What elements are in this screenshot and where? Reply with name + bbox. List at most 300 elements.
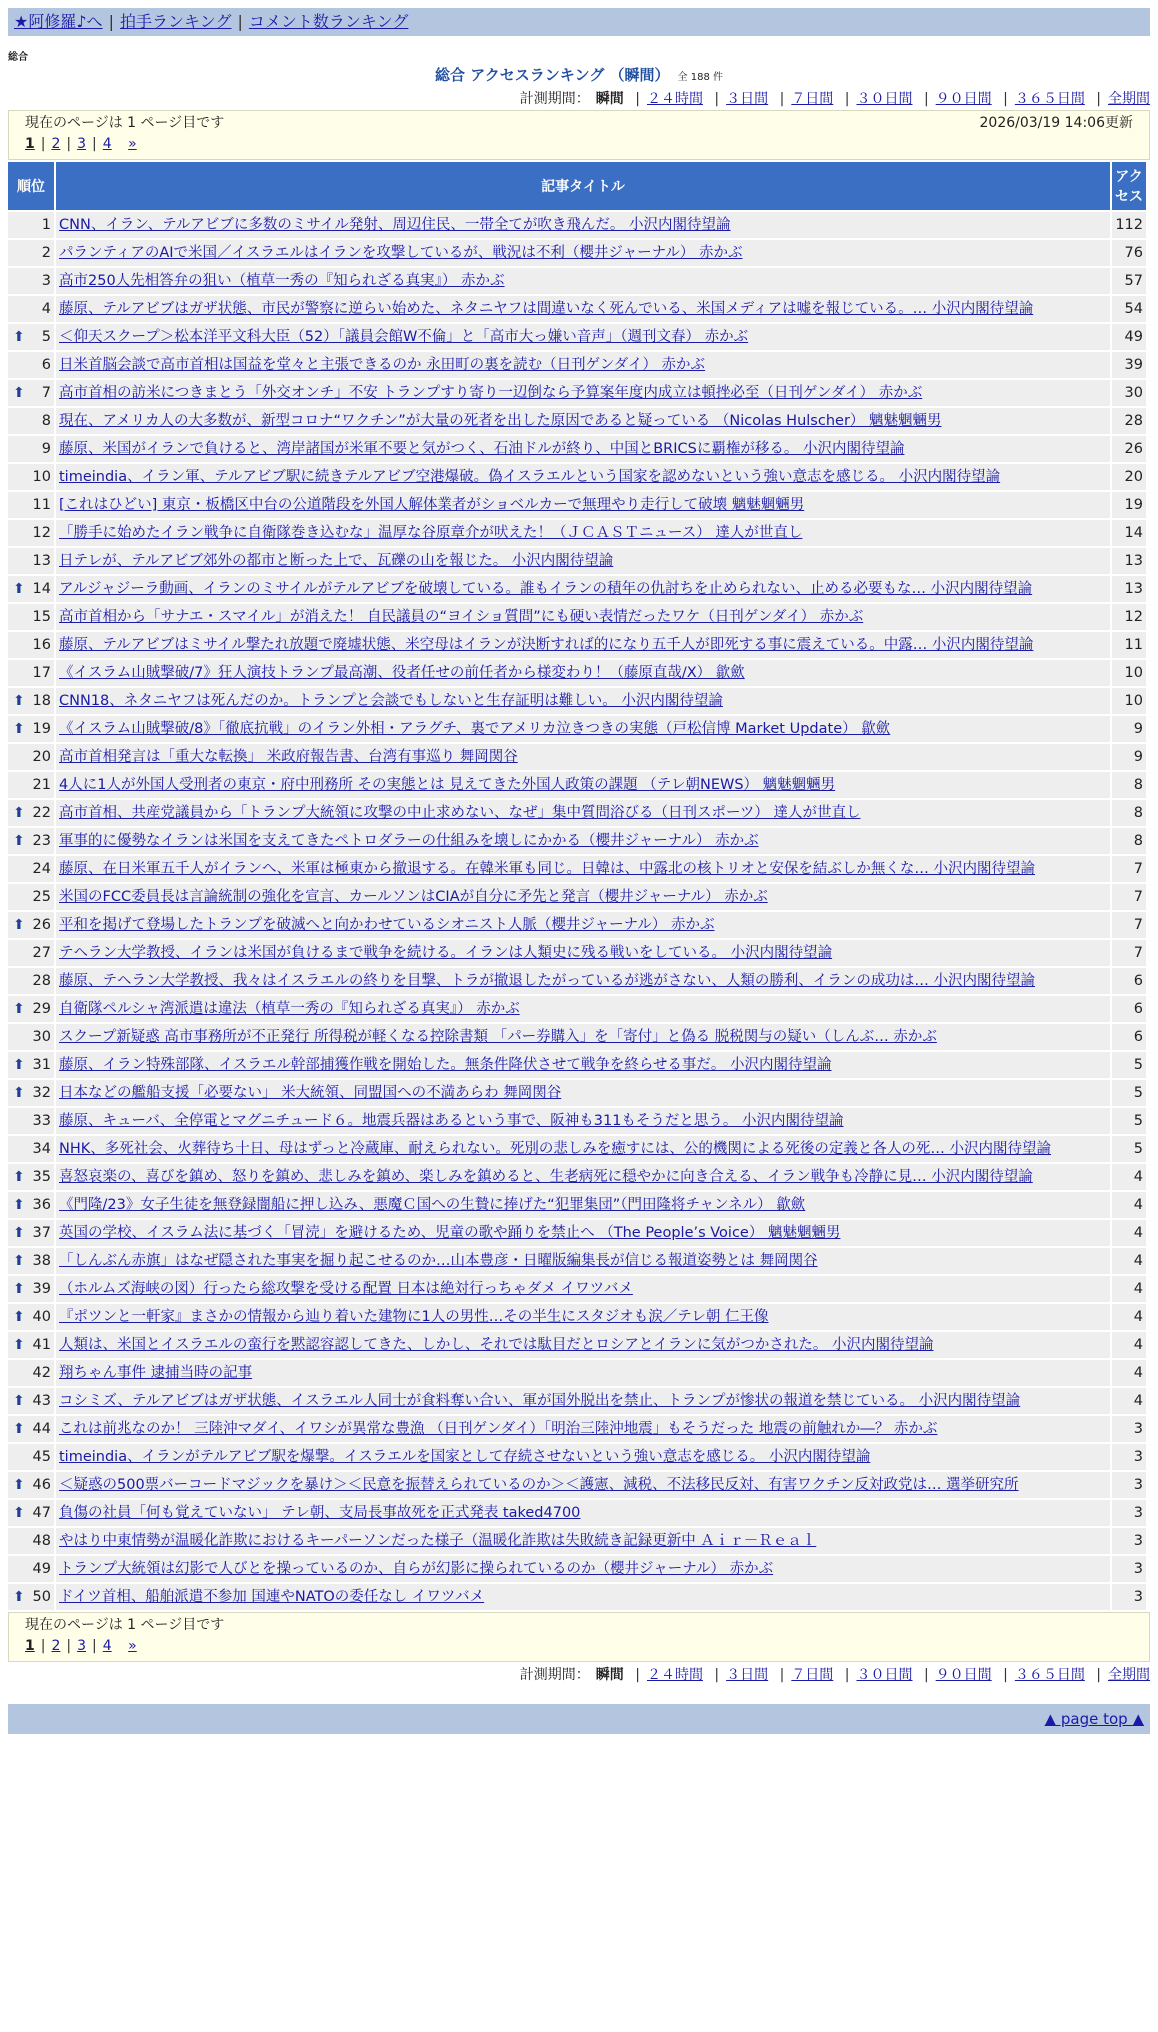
rank-cell: [8, 548, 54, 574]
pager-next-link[interactable]: »: [128, 136, 137, 152]
rank-cell: [8, 1416, 54, 1442]
access-count: 4: [1112, 1388, 1146, 1414]
title-cell: [56, 268, 1110, 294]
up-arrow-icon: ⬆: [13, 385, 25, 401]
access-count: 3: [1112, 1584, 1146, 1610]
rank-number: 22: [32, 805, 51, 821]
table-row: [8, 1248, 1146, 1274]
ranking-table-body: [8, 212, 1146, 1610]
article-title-link[interactable]: 軍事的に優勢なイランは米国を支えてきたペトロダラーの仕組みを壊しにかかる（櫻井ジャーナル） 赤かぶ: [59, 833, 759, 849]
title-cell: [56, 856, 1110, 882]
title-cell: [56, 1276, 1110, 1302]
period-link-365d[interactable]: ３６５日間: [1014, 1667, 1085, 1683]
title-cell: [56, 296, 1110, 322]
article-title-link[interactable]: 藤原、テルアビブはガザ状態、市民が警察に逆らい始めた、ネタニヤフは間違いなく死んでいる、米国メディアは嘘を報じている。… 小沢内閣待望論: [59, 301, 1034, 317]
title-cell: [56, 1164, 1110, 1190]
access-count: 4: [1112, 1332, 1146, 1358]
article-title-link[interactable]: 米国のFCC委員長は言論統制の強化を宣言、カールソンはCIAが自分に矛先と発言（櫻井ジャーナル） 赤かぶ: [59, 889, 768, 905]
table-row: [8, 408, 1146, 434]
up-arrow-icon: ⬆: [13, 1393, 25, 1409]
rank-number: 2: [41, 245, 51, 261]
pager-top: 現在のページは 1 ページ目です 2026/03/19 14:06更新 1 | 2 | 3 | 4 »: [8, 110, 1150, 160]
rank-number: 37: [32, 1225, 51, 1241]
up-arrow-icon: ⬆: [13, 1589, 25, 1605]
article-title-link[interactable]: CNN、イラン、テルアビブに多数のミサイル発射、周辺住民、一帯全てが吹き飛んだ。 小沢内閣待望論: [59, 217, 731, 233]
rank-number: 42: [32, 1365, 51, 1381]
article-title-link[interactable]: 現在、アメリカ人の大多数が、新型コロナ“ワクチン”が大量の死者を出した原因であると疑っている （Nicolas Hulscher） 魑魅魍魎男: [59, 413, 942, 429]
rank-cell: [8, 1220, 54, 1246]
rank-cell: [8, 240, 54, 266]
article-title-link[interactable]: 高市首相の訪米につきまとう「外交オンチ」不安 トランプすり寄り一辺倒なら予算案年度内成立は頓挫必至（日刊ゲンダイ） 赤かぶ: [59, 385, 923, 401]
up-arrow-icon: ⬆: [13, 833, 25, 849]
access-count: 14: [1112, 520, 1146, 546]
rank-cell: [8, 576, 54, 602]
table-row: [8, 296, 1146, 322]
article-title-link[interactable]: 負傷の社員「何も覚えていない」 テレ朝、支局長事故死を正式発表 taked4700: [59, 1505, 581, 1521]
article-title-link[interactable]: 《門隆/23》女子生徒を無登録闇船に押し込み、悪魔Ｃ国への生贄に捧げた“犯罪集団”（門田隆将チャンネル） 歙歛: [59, 1197, 806, 1213]
rank-cell: [8, 632, 54, 658]
period-link-3d[interactable]: ３日間: [726, 91, 769, 107]
article-title-link[interactable]: 平和を掲げて登場したトランプを破滅へと向かわせているシオニスト人脈（櫻井ジャーナル） 赤かぶ: [59, 917, 715, 933]
period-link-all[interactable]: 全期間: [1108, 1667, 1150, 1683]
article-title-link[interactable]: 藤原、テヘラン大学教授、我々はイスラエルの終りを目撃、トラが撤退したがっているが逃がさない、人類の勝利、イランの成功は… 小沢内閣待望論: [59, 973, 1035, 989]
article-title-link[interactable]: 高市首相発言は「重大な転換」 米政府報告書、台湾有事巡り 舞岡関谷: [59, 749, 518, 765]
rank-cell: [8, 1164, 54, 1190]
rank-number: 44: [32, 1421, 51, 1437]
article-title-link[interactable]: NHK、多死社会、火葬待ち十日、母はずっと冷蔵庫、耐えられない。死別の悲しみを癒すには、公的機関による死後の定義と各人の死… 小沢内閣待望論: [59, 1141, 1051, 1157]
title-cell: [56, 1080, 1110, 1106]
title-cell: [56, 1360, 1110, 1386]
rank-number: 28: [32, 973, 51, 989]
table-row: [8, 492, 1146, 518]
title-cell: [56, 912, 1110, 938]
title-cell: [56, 1248, 1110, 1274]
table-row: [8, 268, 1146, 294]
title-cell: [56, 380, 1110, 406]
table-row: [8, 1192, 1146, 1218]
rank-cell: [8, 1192, 54, 1218]
article-title-link[interactable]: これは前兆なのか！ 三陸沖マダイ、イワシが異常な豊漁 （日刊ゲンダイ）「明治三陸沖地震」もそうだった 地震の前触れか―？ 赤かぶ: [59, 1421, 938, 1437]
up-arrow-icon: ⬆: [13, 1281, 25, 1297]
access-count: 3: [1112, 1472, 1146, 1498]
table-row: [8, 352, 1146, 378]
article-title-link[interactable]: 日本などの艦船支援「必要ない」 米大統領、同盟国への不満あらわ 舞岡関谷: [59, 1085, 562, 1101]
title-cell: [56, 240, 1110, 266]
up-arrow-icon: ⬆: [13, 1477, 25, 1493]
up-arrow-icon: ⬆: [13, 1197, 25, 1213]
access-count: 57: [1112, 268, 1146, 294]
rank-number: 33: [32, 1113, 51, 1129]
rank-number: 10: [32, 469, 51, 485]
nav-link-ashura[interactable]: ★阿修羅♪へ: [14, 12, 103, 31]
table-row: [8, 212, 1146, 238]
table-row: [8, 772, 1146, 798]
access-count: 8: [1112, 800, 1146, 826]
title-cell: [56, 884, 1110, 910]
table-row: [8, 1444, 1146, 1470]
up-arrow-icon: ⬆: [13, 693, 25, 709]
rank-number: 38: [32, 1253, 51, 1269]
rank-number: 7: [41, 385, 51, 401]
rank-number: 48: [32, 1533, 51, 1549]
section-label: 総合: [8, 52, 28, 63]
rank-number: 11: [32, 497, 51, 513]
title-cell: [56, 772, 1110, 798]
article-title-link[interactable]: 日テレが、テルアビブ郊外の都市と断った上で、瓦礫の山を報じた。 小沢内閣待望論: [59, 553, 614, 569]
title-cell: [56, 632, 1110, 658]
table-row: [8, 1080, 1146, 1106]
table-row: [8, 1416, 1146, 1442]
article-title-link[interactable]: 藤原、キューバ、全停電とマグニチュード６。地震兵器はあるという事で、阪神も311もそうだと思う。 小沢内閣待望論: [59, 1113, 844, 1129]
table-row: [8, 1108, 1146, 1134]
title-cell: [56, 1528, 1110, 1554]
rank-cell: [8, 408, 54, 434]
rank-cell: [8, 1108, 54, 1134]
rank-cell: [8, 268, 54, 294]
table-row: [8, 1360, 1146, 1386]
table-row: [8, 884, 1146, 910]
rank-number: 13: [32, 553, 51, 569]
rank-cell: [8, 744, 54, 770]
article-title-link[interactable]: ドイツ首相、船舶派遣不参加 国連やNATOの委任なし イワツバメ: [59, 1589, 485, 1605]
period-link-24h[interactable]: ２４時間: [646, 91, 703, 107]
ranking-table: [6, 160, 1148, 1612]
rank-number: 30: [32, 1029, 51, 1045]
table-row: [8, 1276, 1146, 1302]
table-row: [8, 940, 1146, 966]
rank-cell: [8, 940, 54, 966]
rank-number: 47: [32, 1505, 51, 1521]
period-selector-top: 計測期間： 瞬間 | ２４時間 | ３日間 | ７日間 | ３０日間 | ９０日間 | ３６５日間 | 全期間: [519, 91, 1150, 107]
period-link-3d[interactable]: ３日間: [726, 1667, 769, 1683]
period-link-30d[interactable]: ３０日間: [856, 1667, 913, 1683]
period-link-7d[interactable]: ７日間: [791, 1667, 834, 1683]
table-row: [8, 464, 1146, 490]
table-row: [8, 1052, 1146, 1078]
period-current: 瞬間: [595, 1667, 624, 1683]
period-link-24h[interactable]: ２４時間: [646, 1667, 703, 1683]
article-title-link[interactable]: ＜仰天スクープ＞松本洋平文科大臣（52）「議員会館W不倫」と「高市大っ嫌い音声」（週刊文春） 赤かぶ: [59, 329, 749, 345]
article-title-link[interactable]: （ホルムズ海峡の図）行ったら総攻撃を受ける配置 日本は絶対行っちゃダメ イワツバメ: [59, 1281, 633, 1297]
title-cell: [56, 492, 1110, 518]
access-count: 4: [1112, 1276, 1146, 1302]
access-count: 28: [1112, 408, 1146, 434]
period-current: 瞬間: [595, 91, 624, 107]
title-cell: [56, 352, 1110, 378]
rank-number: 50: [32, 1589, 51, 1605]
rank-number: 18: [32, 693, 51, 709]
article-title-link[interactable]: 《イスラム山賊撃破/8》「徹底抗戦」のイラン外相・アラグチ、裏でアメリカ泣きつきの実態（戸松信博 Market Update） 歙歛: [59, 721, 891, 737]
rank-cell: [8, 1388, 54, 1414]
rank-number: 24: [32, 861, 51, 877]
access-count: 49: [1112, 324, 1146, 350]
article-title-link[interactable]: 藤原、米国がイランで負けると、湾岸諸国が米軍不要と気がつく、石油ドルが終り、中国とBRICSに覇権が移る。 小沢内閣待望論: [59, 441, 905, 457]
title-cell: [56, 1304, 1110, 1330]
rank-cell: [8, 1500, 54, 1526]
table-row: [8, 380, 1146, 406]
access-count: 3: [1112, 1528, 1146, 1554]
rank-cell: [8, 968, 54, 994]
period-link-365d[interactable]: ３６５日間: [1014, 91, 1085, 107]
title-cell: [56, 576, 1110, 602]
rank-number: 46: [32, 1477, 51, 1493]
table-row: [8, 324, 1146, 350]
table-row: [8, 744, 1146, 770]
access-count: 6: [1112, 968, 1146, 994]
title-cell: [56, 716, 1110, 742]
rank-number: 19: [32, 721, 51, 737]
rank-number: 17: [32, 665, 51, 681]
access-count: 4: [1112, 1164, 1146, 1190]
access-count: 39: [1112, 352, 1146, 378]
article-title-link[interactable]: トランプ大統領は幻影で人びとを操っているのか、自らが幻影に操られているのか（櫻井ジャーナル） 赤かぶ: [59, 1561, 774, 1577]
rank-number: 14: [32, 581, 51, 597]
rank-cell: [8, 660, 54, 686]
pager-page-link[interactable]: 3: [77, 136, 87, 152]
rank-number: 8: [41, 413, 51, 429]
rank-cell: [8, 1080, 54, 1106]
pager-status: 現在のページは 1 ページ目です: [25, 1617, 225, 1633]
period-link-90d[interactable]: ９０日間: [935, 91, 992, 107]
table-row: [8, 716, 1146, 742]
up-arrow-icon: ⬆: [13, 1001, 25, 1017]
article-title-link[interactable]: 《イスラム山賊撃破/7》狂人演技トランプ最高潮、役者任せの前任者から様変わり！（藤原直哉/X） 歙歛: [59, 665, 745, 681]
title-cell: [56, 800, 1110, 826]
pager-page-link[interactable]: 4: [102, 1638, 112, 1654]
title-cell: [56, 688, 1110, 714]
title-cell: [56, 604, 1110, 630]
access-count: 20: [1112, 464, 1146, 490]
article-title-link[interactable]: 日米首脳会談で高市首相は国益を堂々と主張できるのか 永田町の裏を読む（日刊ゲンダイ） 赤かぶ: [59, 357, 706, 373]
table-row: [8, 1388, 1146, 1414]
pager-bottom: 現在のページは 1 ページ目です 1 | 2 | 3 | 4 »: [8, 1612, 1150, 1662]
table-row: [8, 576, 1146, 602]
table-row: [8, 520, 1146, 546]
rank-cell: [8, 1584, 54, 1610]
rank-cell: [8, 1024, 54, 1050]
access-count: 4: [1112, 1248, 1146, 1274]
nav-link-clap-ranking[interactable]: 拍手ランキング: [119, 12, 232, 31]
article-title-link[interactable]: 喜怒哀楽の、喜びを鎮め、怒りを鎮め、悲しみを鎮め、楽しみを鎮めると、生老病死に穏やかに向き合える、イラン戦争も冷静に見… 小沢内閣待望論: [59, 1169, 1033, 1185]
rank-number: 4: [41, 301, 51, 317]
rank-number: 23: [32, 833, 51, 849]
table-row: [8, 856, 1146, 882]
article-title-link[interactable]: 高市首相、共産党議員から「トランプ大統領に攻撃の中止求めない、なぜ」集中質問浴びる（日刊スポーツ） 達人が世直し: [59, 805, 861, 821]
rank-cell: [8, 1444, 54, 1470]
title-cell: [56, 1332, 1110, 1358]
article-title-link[interactable]: 自衛隊ペルシャ湾派遣は違法（植草一秀の『知られざる真実』） 赤かぶ: [59, 1001, 520, 1017]
up-arrow-icon: ⬆: [13, 1225, 25, 1241]
period-link-90d[interactable]: ９０日間: [935, 1667, 992, 1683]
total-count: 全 188 件: [677, 72, 723, 83]
rank-number: 12: [32, 525, 51, 541]
article-title-link[interactable]: 4人に1人が外国人受刑者の東京・府中刑務所 その実態とは 見えてきた外国人政策の課題 （テレ朝NEWS） 魑魅魍魎男: [59, 777, 836, 793]
rank-cell: [8, 492, 54, 518]
rank-cell: [8, 520, 54, 546]
rank-cell: [8, 856, 54, 882]
rank-number: 36: [32, 1197, 51, 1213]
table-row: [8, 1584, 1146, 1610]
article-title-link[interactable]: 高市首相から「サナエ・スマイル」が消えた！ 自民議員の“ヨイショ質問”にも硬い表情だったワケ（日刊ゲンダイ） 赤かぶ: [59, 609, 864, 625]
rank-cell: [8, 1472, 54, 1498]
article-title-link[interactable]: 藤原、テルアビブはミサイル撃たれ放題で廃墟状態、米空母はイランが決断すれば的になり五千人が即死する事に震えている。中露… 小沢内閣待望論: [59, 637, 1034, 653]
article-title-link[interactable]: 英国の学校、イスラム法に基づく「冒涜」を避けるため、児童の歌や踊りを禁止へ （The People’s Voice） 魑魅魍魎男: [59, 1225, 841, 1241]
access-count: 10: [1112, 688, 1146, 714]
nav-separator: |: [237, 12, 243, 31]
rank-cell: [8, 716, 54, 742]
pager-page-link[interactable]: 2: [51, 136, 61, 152]
article-title-link[interactable]: やはり中東情勢が温暖化詐欺におけるキーパーソンだった様子（温暖化詐欺は失敗続き記録更新中 Ａｉｒ－Ｒｅａｌ: [59, 1533, 817, 1549]
access-count: 4: [1112, 1220, 1146, 1246]
pager-page-link[interactable]: 4: [102, 136, 112, 152]
access-count: 7: [1112, 940, 1146, 966]
access-count: 8: [1112, 828, 1146, 854]
pager-next-link[interactable]: »: [128, 1638, 137, 1654]
rank-number: 29: [32, 1001, 51, 1017]
up-arrow-icon: ⬆: [13, 581, 25, 597]
article-title-link[interactable]: 翔ちゃん事件 逮捕当時の記事: [59, 1365, 253, 1381]
title-cell: [56, 1472, 1110, 1498]
article-title-link[interactable]: スクープ新疑惑 高市事務所が不正発行 所得税が軽くなる控除書類 「パー券購入」を「寄付」と偽る 脱税関与の疑い（しんぶ… 赤かぶ: [59, 1029, 937, 1045]
rank-cell: [8, 212, 54, 238]
title-cell: [56, 1192, 1110, 1218]
access-count: 5: [1112, 1108, 1146, 1134]
access-count: 6: [1112, 1024, 1146, 1050]
table-header-row: [8, 162, 1146, 210]
rank-number: 3: [41, 273, 51, 289]
table-row: [8, 1500, 1146, 1526]
access-count: 5: [1112, 1052, 1146, 1078]
period-link-7d[interactable]: ７日間: [791, 91, 834, 107]
up-arrow-icon: ⬆: [13, 1421, 25, 1437]
access-count: 3: [1112, 1500, 1146, 1526]
article-title-link[interactable]: [これはひどい] 東京・板橋区中台の公道階段を外国人解体業者がショベルカーで無理やり走行して破壊 魑魅魍魎男: [59, 497, 805, 513]
access-count: 112: [1112, 212, 1146, 238]
table-row: [8, 604, 1146, 630]
rank-number: 49: [32, 1561, 51, 1577]
article-title-link[interactable]: 「勝手に始めたイラン戦争に自衛隊巻き込むな」温厚な谷原章介が吠えた！（ＪＣＡＳＴニュース） 達人が世直し: [59, 525, 803, 541]
article-title-link[interactable]: 人類は、米国とイスラエルの蛮行を黙認容認してきた、しかし、それでは駄目だとロシアとイランに気がつかされた。 小沢内閣待望論: [59, 1337, 934, 1353]
rank-cell: [8, 1136, 54, 1162]
access-count: 5: [1112, 1080, 1146, 1106]
up-arrow-icon: ⬆: [13, 917, 25, 933]
title-cell: [56, 1108, 1110, 1134]
rank-cell: [8, 912, 54, 938]
up-arrow-icon: ⬆: [13, 1505, 25, 1521]
table-row: [8, 828, 1146, 854]
rank-cell: [8, 352, 54, 378]
header-rank: 順位: [8, 162, 54, 210]
title-cell: [56, 1136, 1110, 1162]
up-arrow-icon: ⬆: [13, 1085, 25, 1101]
article-title-link[interactable]: timeindia、イランがテルアビブ駅を爆撃。イスラエルを国家として存続させないという強い意志を感じる。 小沢内閣待望論: [59, 1449, 871, 1465]
access-count: 4: [1112, 1360, 1146, 1386]
access-count: 11: [1112, 632, 1146, 658]
period-label: 計測期間：: [519, 1667, 590, 1683]
rank-number: 43: [32, 1393, 51, 1409]
article-title-link[interactable]: テヘラン大学教授、イランは米国が負けるまで戦争を続ける。イランは人類史に残る戦いをしている。 小沢内閣待望論: [59, 945, 833, 961]
article-title-link[interactable]: ＜疑惑の500票バーコードマジックを暴け＞＜民意を振替えられているのか＞＜護憲、減税、不法移民反対、有害ワクチン反対政党は… 選挙研究所: [59, 1477, 1019, 1493]
title-cell: [56, 324, 1110, 350]
rank-cell: [8, 1276, 54, 1302]
title-cell: [56, 940, 1110, 966]
rank-cell: [8, 688, 54, 714]
title-cell: [56, 1416, 1110, 1442]
page-top-link[interactable]: ▲ page top ▲: [1044, 1710, 1144, 1728]
period-link-30d[interactable]: ３０日間: [856, 91, 913, 107]
rank-cell: [8, 1248, 54, 1274]
top-nav: [8, 8, 1150, 36]
rank-cell: [8, 996, 54, 1022]
article-title-link[interactable]: 藤原、イラン特殊部隊、イスラエル幹部捕獲作戦を開始した。無条件降伏させて戦争を終らせる事だ。 小沢内閣待望論: [59, 1057, 832, 1073]
rank-cell: [8, 1528, 54, 1554]
rank-number: 40: [32, 1309, 51, 1325]
rank-number: 6: [41, 357, 51, 373]
access-count: 7: [1112, 856, 1146, 882]
pager-page-link[interactable]: 3: [77, 1638, 87, 1654]
title-cell: [56, 464, 1110, 490]
rank-cell: [8, 1556, 54, 1582]
access-count: 8: [1112, 772, 1146, 798]
title-cell: [56, 520, 1110, 546]
rank-cell: [8, 464, 54, 490]
title-cell: [56, 436, 1110, 462]
rank-number: 34: [32, 1141, 51, 1157]
article-title-link[interactable]: 「しんぶん赤旗」はなぜ隠された事実を掘り起こせるのか…山本豊彦・日曜版編集長が信じる報道姿勢とは 舞岡関谷: [59, 1253, 818, 1269]
rank-number: 1: [41, 217, 51, 233]
pager-page-link[interactable]: 2: [51, 1638, 61, 1654]
rank-cell: [8, 296, 54, 322]
article-title-link[interactable]: timeindia、イラン軍、テルアビブ駅に続きテルアビブ空港爆破。偽イスラエルという国家を認めないという強い意志を感じる。 小沢内閣待望論: [59, 469, 1001, 485]
access-count: 76: [1112, 240, 1146, 266]
up-arrow-icon: ⬆: [13, 329, 25, 345]
period-link-all[interactable]: 全期間: [1108, 91, 1150, 107]
table-row: [8, 660, 1146, 686]
access-count: 3: [1112, 1416, 1146, 1442]
header-title: 記事タイトル: [56, 162, 1110, 210]
article-title-link[interactable]: 『ポツンと一軒家』まさかの情報から辿り着いた建物に1人の男性…その半生にスタジオも涙／テレ朝 仁王像: [59, 1309, 769, 1325]
table-row: [8, 436, 1146, 462]
nav-link-comment-ranking[interactable]: コメント数ランキング: [248, 12, 409, 31]
access-count: 12: [1112, 604, 1146, 630]
access-count: 9: [1112, 716, 1146, 742]
title-cell: [56, 660, 1110, 686]
article-title-link[interactable]: CNN18、ネタニヤフは死んだのか。トランプと会談でもしないと生存証明は難しい。 小沢内閣待望論: [59, 693, 723, 709]
updated-timestamp: 2026/03/19 14:06更新: [979, 115, 1133, 131]
article-title-link[interactable]: コシミズ、テルアビブはガザ状態、イスラエル人同士が食料奪い合い、軍が国外脱出を禁止、トランプが惨状の報道を禁じている。 小沢内閣待望論: [59, 1393, 1021, 1409]
article-title-link[interactable]: アルジャジーラ動画、イランのミサイルがテルアビブを破壊している。誰もイランの積年の仇討ちを止められない、止める必要もな… 小沢内閣待望論: [59, 581, 1033, 597]
article-title-link[interactable]: パランティアのAIで米国／イスラエルはイランを攻撃しているが、戦況は不利（櫻井ジャーナル） 赤かぶ: [59, 245, 743, 261]
period-selector-bottom: 計測期間： 瞬間 | ２４時間 | ３日間 | ７日間 | ３０日間 | ９０日間 | ３６５日間 | 全期間: [519, 1667, 1150, 1683]
table-row: [8, 1332, 1146, 1358]
access-count: 13: [1112, 576, 1146, 602]
title-cell: [56, 828, 1110, 854]
up-arrow-icon: ⬆: [13, 721, 25, 737]
up-arrow-icon: ⬆: [13, 1337, 25, 1353]
article-title-link[interactable]: 藤原、在日米軍五千人がイランへ、米軍は極東から撤退する。在韓米軍も同じ。日韓は、中露北の核トリオと安保を結ぶしか無くな… 小沢内閣待望論: [59, 861, 1035, 877]
rank-number: 5: [41, 329, 51, 345]
table-row: [8, 1472, 1146, 1498]
access-count: 9: [1112, 744, 1146, 770]
rank-cell: [8, 1304, 54, 1330]
rank-number: 41: [32, 1337, 51, 1353]
title-cell: [56, 1500, 1110, 1526]
table-row: [8, 800, 1146, 826]
access-count: 54: [1112, 296, 1146, 322]
access-count: 7: [1112, 912, 1146, 938]
access-count: 19: [1112, 492, 1146, 518]
article-title-link[interactable]: 高市250人先相答弁の狙い（植草一秀の『知られざる真実』） 赤かぶ: [59, 273, 505, 289]
